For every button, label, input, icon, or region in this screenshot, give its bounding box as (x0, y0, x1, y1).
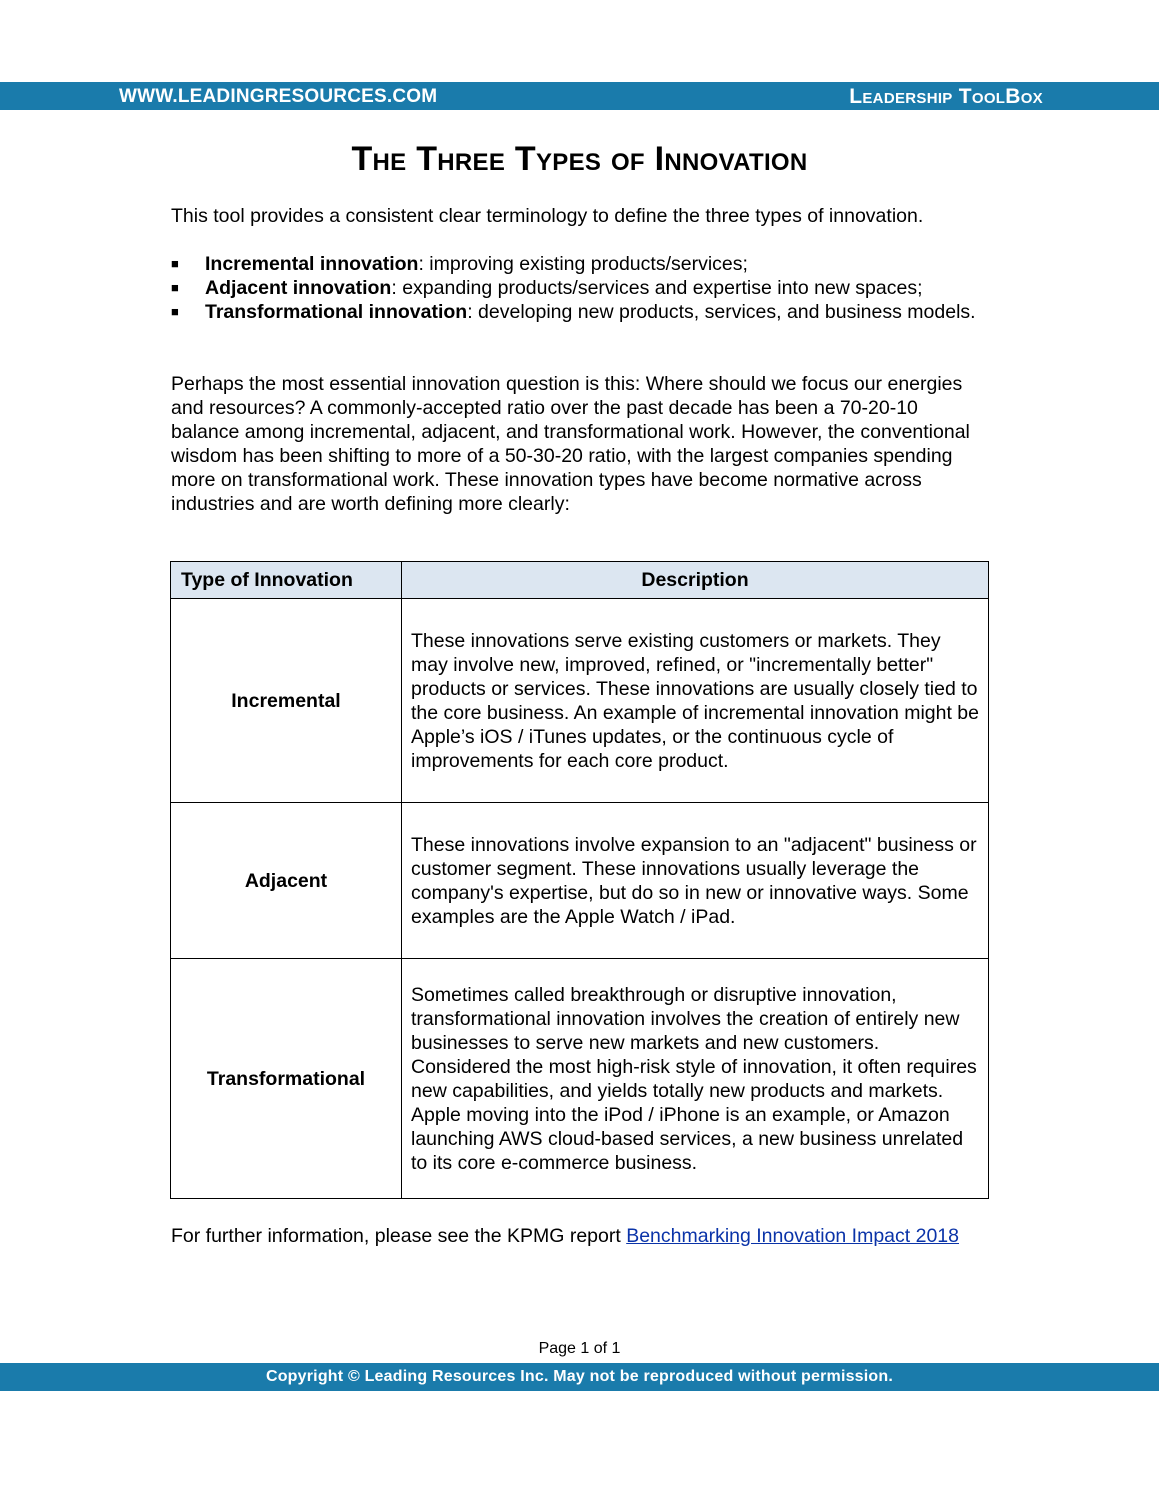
further-info (171, 1224, 1051, 1248)
bullet-icon: ■ (171, 280, 179, 295)
further-info-text: For further information, please see the KPMG report (171, 1225, 627, 1247)
bullet-text: : developing new products, services, and business models. (467, 301, 976, 323)
body-paragraph: Perhaps the most essential innovation question is this: Where should we focus our energies and resources? A commonly-accepted ratio over the past decade has been a 70-20-10 balance among incremental, adjacent, and transformational work. However, the conventional wisdom has been shifting to more of a 50-30-20 ratio, with the largest companies spending more on transformational work. These innovation types have become normative across industries and are worth defining more clearly: (171, 373, 970, 515)
innovation-types-list (171, 252, 991, 324)
footer-copyright: Copyright © Leading Resources Inc. May not be reproduced without permission. (0, 1363, 1159, 1391)
type-cell: Incremental (171, 599, 402, 803)
header-url: WWW.LEADINGRESOURCES.COM (119, 86, 438, 107)
bullet-icon: ■ (171, 304, 179, 319)
column-header-type: Type of Innovation (171, 562, 402, 599)
kpmg-report-link[interactable]: Benchmarking Innovation Impact 2018 (626, 1225, 959, 1247)
table-row (171, 599, 989, 803)
table-row (171, 959, 989, 1199)
description-cell: These innovations involve expansion to an "adjacent" business or customer segment. These innovations usually leverage the company's expertise, but do so in new or innovative ways. Some examples are the Apple Watch / iPad. (402, 803, 989, 959)
list-item (171, 252, 991, 276)
bullet-term: Incremental innovation (205, 253, 419, 275)
bullet-term: Adjacent innovation (205, 277, 392, 299)
header-section-title: Leadership ToolBox (849, 85, 1043, 108)
description-cell: Sometimes called breakthrough or disruptive innovation, transformational innovation involves the creation of entirely new businesses to serve new markets and new customers. Considered the most high-risk style of innovation, it often requires new capabilities, and yields totally new products and markets. Apple moving into the iPod / iPhone is an example, or Amazon launching AWS cloud-based services, a new business unrelated to its core e-commerce business. (402, 959, 989, 1199)
innovation-table (170, 561, 989, 1199)
list-item (171, 276, 991, 300)
page-number: Page 1 of 1 (538, 1340, 621, 1357)
bullet-text: : improving existing products/services; (418, 253, 748, 275)
type-cell: Transformational (171, 959, 402, 1199)
bullet-icon: ■ (171, 256, 179, 271)
list-item (171, 300, 991, 324)
table-row (171, 803, 989, 959)
bullet-term: Transformational innovation (205, 301, 468, 323)
header-bar (0, 82, 1159, 110)
intro-text: This tool provides a consistent clear terminology to define the three types of innovation. (171, 205, 924, 227)
bullet-text: : expanding products/services and expertise into new spaces; (391, 277, 923, 299)
description-cell: These innovations serve existing customers or markets. They may involve new, improved, refined, or "incrementally better" products or services. These innovations are usually closely tied to the core business. An example of incremental innovation might be Apple’s iOS / iTunes updates, or the continuous cycle of improvements for each core product. (402, 599, 989, 803)
table-header-row (171, 562, 989, 599)
type-cell: Adjacent (171, 803, 402, 959)
column-header-description: Description (402, 562, 989, 599)
page-title: The Three Types of Innovation (351, 140, 808, 178)
